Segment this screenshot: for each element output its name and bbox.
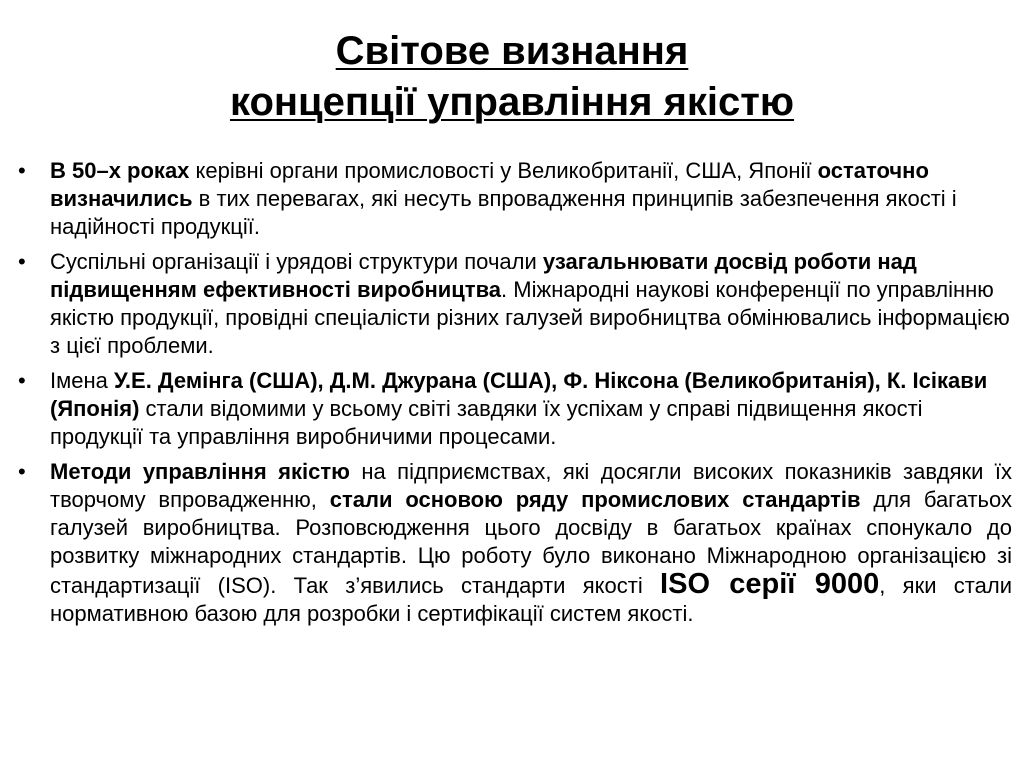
text-segment: Імена (50, 368, 114, 393)
text-segment: Суспільні організації і урядові структури почали (50, 249, 543, 274)
bullet-item-2 (18, 248, 1012, 360)
text-segment: в тих перевагах, які несуть впровадження принципів забезпечення якості і надійності продукції. (50, 186, 957, 239)
text-segment: , яки стали нормативною базою для розробки і сертифікації систем якості. (50, 573, 1012, 626)
text-segment: узагальнювати досвід роботи над підвищенням ефективності виробництва (50, 249, 917, 302)
bullet-item-3 (18, 367, 1012, 451)
slide-title (0, 26, 1024, 128)
bullet-icon: • (18, 368, 26, 393)
text-segment: стали відомими у всьому світі завдяки їх успіхам у справі підвищення якості продукції та управління виробничими процесами. (50, 396, 923, 449)
slide-title-line-1: Світове визнання (335, 29, 689, 73)
text-segment: остаточно визначились (50, 158, 929, 211)
text-segment: . Міжнародні наукові конференції по управлінню якістю продукції, провідні спеціалісти різних галузей виробництва обмінювались інформацією з цієї проблеми. (50, 277, 1010, 358)
bullet-list (18, 157, 1012, 635)
bullet-icon: • (18, 459, 26, 484)
text-segment: В 50–х роках (50, 158, 190, 183)
text-segment: У.Е. Демінга (США), Д.М. Джурана (США), Ф. Ніксона (Великобританія), К. Ісікави (Японія) (50, 368, 988, 421)
text-segment: для багатьох галузей виробництва. Розповсюдження цього досвіду в багатьох країнах спонукало до розвитку міжнародних стандартів. Цю роботу було виконано Міжнародною організацією зі стандартизації (ISO). Так з’явились стандарти якості (50, 487, 1012, 598)
slide-title-line-2: концепції управління якістю (229, 80, 795, 124)
text-segment: стали основою ряду промислових стандартів (329, 487, 861, 512)
bullet-icon: • (18, 158, 26, 183)
iso-9000-highlight: ISO серії 9000 (660, 568, 880, 600)
text-segment: на підприємствах, які досягли високих показників завдяки їх творчому впровадженню, (50, 459, 1012, 512)
text-segment: керівні органи промисловості у Великобританії, США, Японії (189, 158, 818, 183)
bullet-item-1 (18, 157, 1012, 241)
text-segment: Методи управління якістю (50, 459, 350, 484)
bullet-item-4 (18, 458, 1012, 628)
bullet-icon: • (18, 249, 26, 274)
